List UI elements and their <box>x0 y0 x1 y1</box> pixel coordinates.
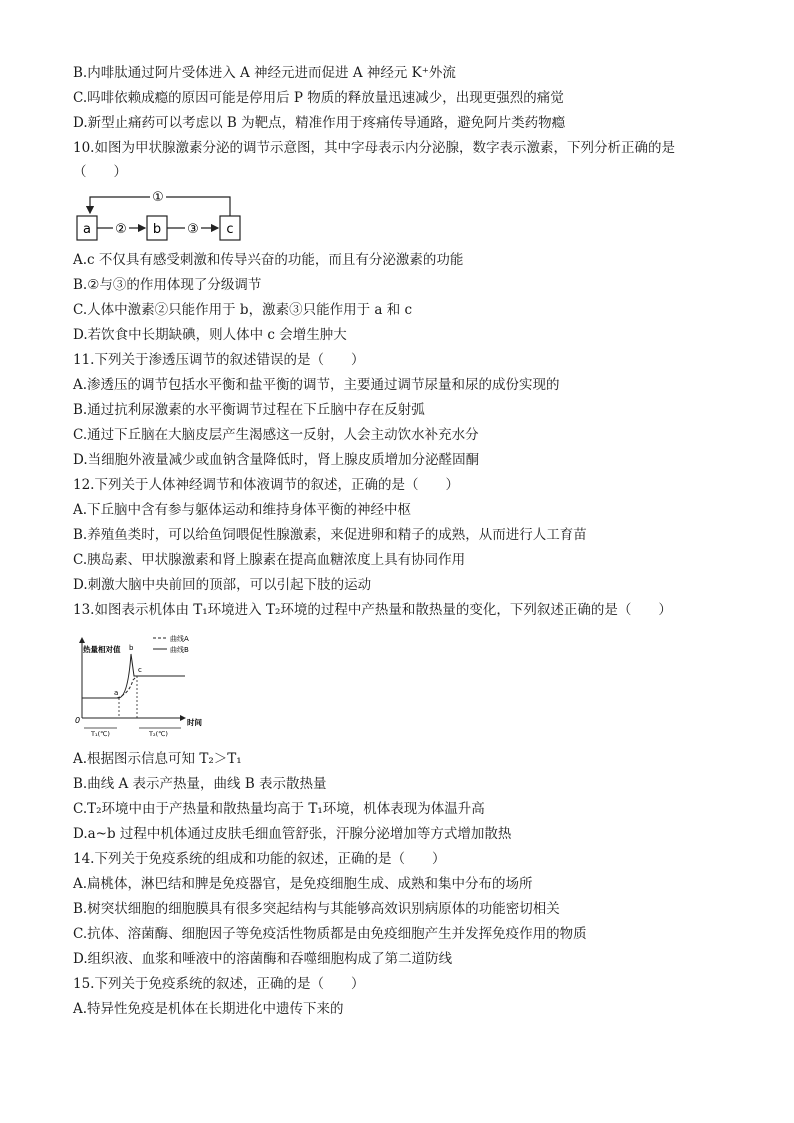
point-a-label: a <box>114 689 119 697</box>
question-12-stem: 12.下列关于人体神经调节和体液调节的叙述，正确的是（ ） <box>73 477 459 493</box>
y-axis-label: 热量相对值 <box>83 645 121 654</box>
option-10b: B.②与③的作用体现了分级调节 <box>73 277 262 293</box>
heat-curve-graph <box>73 628 213 740</box>
option-15a: A.特异性免疫是机体在长期进化中遗传下来的 <box>73 1001 344 1017</box>
option-12d: D.刺激大脑中央前回的顶部，可以引起下肢的运动 <box>73 577 372 593</box>
question-11-stem: 11.下列关于渗透压调节的叙述错误的是（ ） <box>73 352 365 368</box>
x-axis-label: 时间 <box>187 718 202 727</box>
svg-text:c: c <box>226 222 234 237</box>
legend-curve-b: 曲线B <box>170 646 189 654</box>
origin-label: 0 <box>75 716 81 725</box>
question-15-stem: 15.下列关于免疫系统的叙述，正确的是（ ） <box>73 976 365 992</box>
option-13a: A.根据图示信息可知 T₂＞T₁ <box>73 751 242 767</box>
option-14b: B.树突状细胞的细胞膜具有很多突起结构与其能够高效识别病原体的功能密切相关 <box>73 901 560 917</box>
option-14d: D.组织液、血浆和唾液中的溶菌酶和吞噬细胞构成了第二道防线 <box>73 951 453 967</box>
option-10d: D.若饮食中长期缺碘，则人体中 c 会增生肿大 <box>73 327 347 343</box>
option-11c: C.通过下丘脑在大脑皮层产生渴感这一反射，人会主动饮水补充水分 <box>73 427 479 443</box>
option-9b: B.内啡肽通过阿片受体进入 A 神经元进而促进 A 神经元 K⁺外流 <box>73 65 456 81</box>
t1-range-label: T₁(℃) <box>91 730 110 738</box>
option-12c: C.胰岛素、甲状腺激素和肾上腺素在提高血糖浓度上具有协同作用 <box>73 552 466 568</box>
point-b-label: b <box>129 644 134 652</box>
option-13b: B.曲线 A 表示产热量，曲线 B 表示散热量 <box>73 776 327 792</box>
option-12a: A.下丘脑中含有参与躯体运动和维持身体平衡的神经中枢 <box>73 502 412 518</box>
option-13d: D.a~b 过程中机体通过皮肤毛细血管舒张，汗腺分泌增加等方式增加散热 <box>73 826 512 842</box>
option-11b: B.通过抗利尿激素的水平衡调节过程在下丘脑中存在反射弧 <box>73 402 425 418</box>
node-c <box>220 216 240 240</box>
option-14a: A.扁桃体，淋巴结和脾是免疫器官，是免疫细胞生成、成熟和集中分布的场所 <box>73 876 533 892</box>
question-10-bracket: （ ） <box>73 164 127 180</box>
svg-text:a: a <box>83 222 91 237</box>
question-13-stem: 13.如图表示机体由 T₁环境进入 T₂环境的过程中产热量和散热量的变化，下列叙述正确的是（ ） <box>73 602 672 618</box>
node-a <box>77 216 97 240</box>
option-10c: C.人体中激素②只能作用于 b，激素③只能作用于 a 和 c <box>73 302 413 318</box>
t2-range-label: T₂(℃) <box>149 730 168 738</box>
hormone-2-label: ② <box>115 222 127 237</box>
hormone-1-label: ① <box>152 190 164 205</box>
option-12b: B.养殖鱼类时，可以给鱼饲喂促性腺激素，来促进卵和精子的成熟，从而进行人工育苗 <box>73 527 587 543</box>
point-c-label: c <box>138 666 142 674</box>
question-10-stem: 10.如图为甲状腺激素分泌的调节示意图，其中字母表示内分泌腺，数字表示激素，下列分析正确的是 <box>73 140 675 156</box>
svg-text:b: b <box>152 222 162 237</box>
option-14c: C.抗体、溶菌酶、细胞因子等免疫活性物质都是由免疫细胞产生并发挥免疫作用的物质 <box>73 926 587 942</box>
option-10a: A.c 不仅具有感受刺激和传导兴奋的功能，而且有分泌激素的功能 <box>73 252 464 268</box>
question-14-stem: 14.下列关于免疫系统的组成和功能的叙述，正确的是（ ） <box>73 851 446 867</box>
option-9c: C.吗啡依赖成瘾的原因可能是停用后 P 物质的释放量迅速减少，出现更强烈的痛觉 <box>73 90 564 106</box>
legend-curve-a: 曲线A <box>170 635 189 643</box>
hormone-3-label: ③ <box>187 222 199 237</box>
option-11a: A.渗透压的调节包括水平衡和盐平衡的调节，主要通过调节尿量和尿的成份实现的 <box>73 377 560 393</box>
thyroid-regulation-diagram <box>73 183 245 245</box>
option-11d: D.当细胞外液量减少或血钠含量降低时，肾上腺皮质增加分泌醛固酮 <box>73 452 480 468</box>
option-9d: D.新型止痛药可以考虑以 B 为靶点，精准作用于疼痛传导通路，避免阿片类药物瘾 <box>73 115 566 131</box>
node-b <box>147 216 167 240</box>
option-13c: C.T₂环境中由于产热量和散热量均高于 T₁环境，机体表现为体温升高 <box>73 801 485 817</box>
